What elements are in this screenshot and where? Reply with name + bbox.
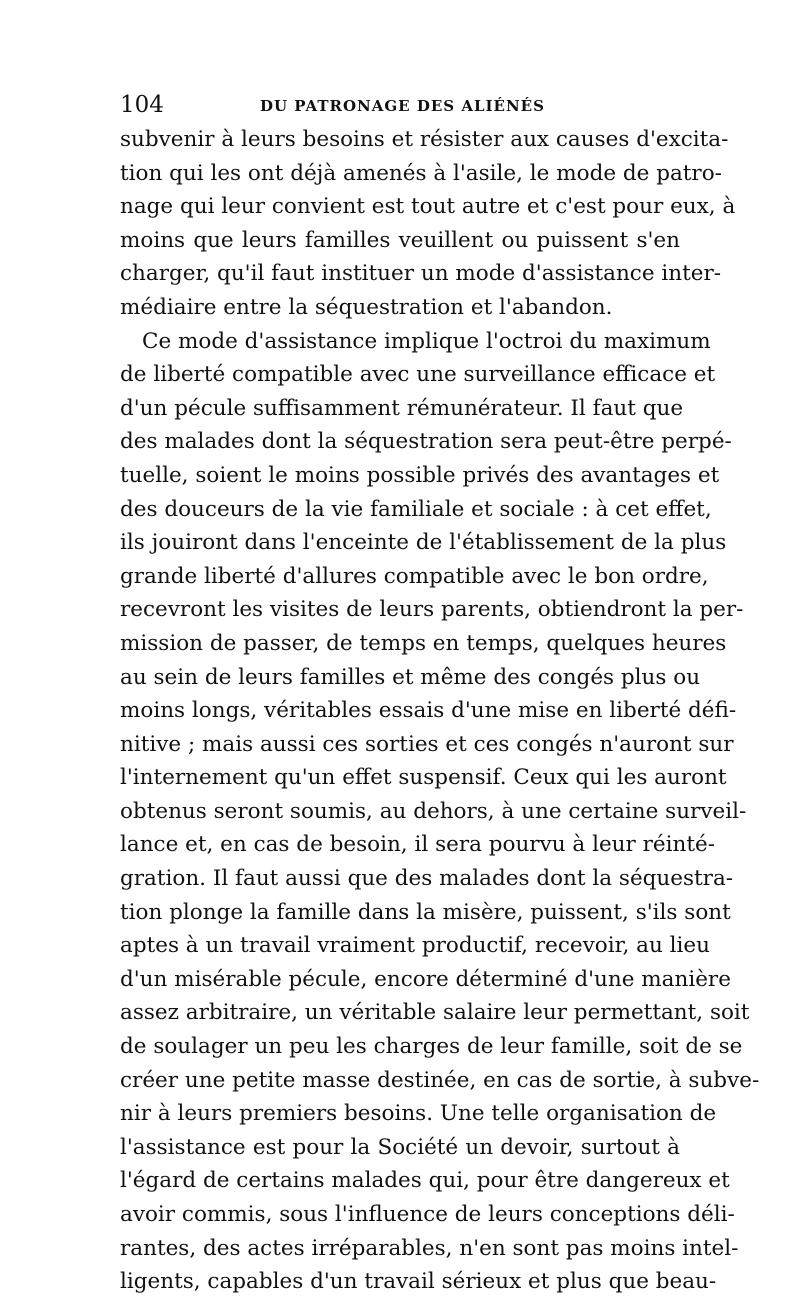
text-line: avoir commis, sous l'influence de leurs conceptions déli- bbox=[120, 1202, 735, 1227]
text-line: tuelle, soient le moins possible privés des avantages et bbox=[120, 462, 720, 488]
text-line: l'internement qu'un effet suspensif. Ceux qui les auront bbox=[120, 765, 727, 791]
text-line: médiaire entre la séquestration et l'abandon. bbox=[120, 294, 613, 320]
text-line: de soulager un peu les charges de leur famille, soit de se bbox=[120, 1034, 743, 1060]
text-line: l'assistance est pour la Société un devoir, surtout à bbox=[120, 1134, 680, 1160]
text-line: d'un misérable pécule, encore déterminé d'une manière bbox=[120, 966, 731, 992]
text-line: ils jouiront dans l'enceinte de l'établissement de la plus bbox=[120, 530, 727, 556]
text-line: Ce mode d'assistance implique l'octroi du maximum bbox=[142, 328, 711, 354]
text-line: obtenus seront soumis, au dehors, à une certaine surveil- bbox=[120, 798, 747, 824]
text-line: recevront les visites de leurs parents, obtiendront la per- bbox=[120, 597, 744, 623]
text-line: grande liberté d'allures compatible avec le bon ordre, bbox=[120, 563, 709, 589]
text-line: nage qui leur convient est tout autre et c'est pour eux, à bbox=[120, 194, 736, 220]
text-line: subvenir à leurs besoins et résister aux causes d'excita- bbox=[120, 127, 729, 152]
running-title: DU PATRONAGE DES ALIÉNÉS bbox=[260, 97, 545, 115]
text-line: moins longs, véritables essais d'une mise en liberté défi- bbox=[120, 698, 737, 724]
text-line: tion qui les ont déjà amenés à l'asile, le mode de patro- bbox=[120, 160, 722, 186]
running-head bbox=[120, 90, 680, 120]
text-line: nir à leurs premiers besoins. Une telle organisation de bbox=[120, 1101, 717, 1127]
text-line: aptes à un travail vraiment productif, recevoir, au lieu bbox=[120, 933, 710, 959]
text-line: moins que leurs familles veuillent ou puissent s'en bbox=[120, 227, 680, 253]
text-line: tion plonge la famille dans la misère, puissent, s'ils sont bbox=[120, 899, 731, 925]
text-line: ligents, capables d'un travail sérieux et plus que beau- bbox=[120, 1269, 717, 1295]
text-line: des douceurs de la vie familiale et sociale : à cet effet, bbox=[120, 496, 712, 522]
text-line: assez arbitraire, un véritable salaire leur permettant, soit bbox=[120, 1000, 750, 1026]
text-line: au sein de leurs familles et même des congés plus ou bbox=[120, 664, 701, 690]
text-line: gration. Il faut aussi que des malades dont la séquestra- bbox=[120, 866, 734, 892]
text-line: des malades dont la séquestration sera peut-être perpé- bbox=[120, 429, 732, 455]
text-line: lance et, en cas de besoin, il sera pourvu à leur réinté- bbox=[120, 832, 715, 858]
page-number: 104 bbox=[120, 92, 164, 118]
body-text bbox=[120, 123, 760, 1299]
text-line: charger, qu'il faut instituer un mode d'assistance inter- bbox=[120, 261, 722, 287]
text-line: de liberté compatible avec une surveillance efficace et bbox=[120, 362, 716, 388]
text-line: mission de passer, de temps en temps, quelques heures bbox=[120, 630, 727, 656]
text-line: rantes, des actes irréparables, n'en sont pas moins intel- bbox=[120, 1235, 739, 1261]
text-line: d'un pécule suffisamment rémunérateur. Il faut que bbox=[120, 395, 684, 421]
text-line: créer une petite masse destinée, en cas de sortie, à subve- bbox=[120, 1067, 760, 1093]
text-line: l'égard de certains malades qui, pour être dangereux et bbox=[120, 1168, 730, 1194]
text-line: nitive ; mais aussi ces sorties et ces congés n'auront sur bbox=[120, 731, 734, 757]
